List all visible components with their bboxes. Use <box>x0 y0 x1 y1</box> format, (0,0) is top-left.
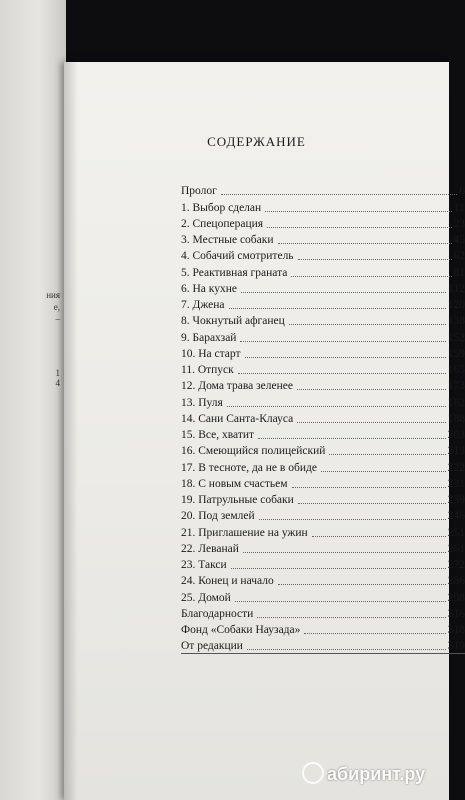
toc-entry <box>181 621 465 637</box>
toc-entry <box>181 572 465 588</box>
toc-entry <box>181 182 465 198</box>
toc-entry <box>181 442 465 458</box>
toc-entry <box>181 410 465 426</box>
toc-entry-page: 112 <box>448 282 465 295</box>
toc-entry-page: 23 <box>453 217 465 230</box>
labyrinth-logo-icon <box>302 762 324 784</box>
toc-entry-page: 62 <box>453 250 465 263</box>
toc-entry-title: 13. Пуля <box>181 396 223 409</box>
toc-entry <box>181 540 465 556</box>
toc-leader-dots <box>243 551 446 553</box>
toc-entry-page: 6 <box>459 185 465 198</box>
toc-entry-title: 16. Смеющийся полицейский <box>181 445 326 458</box>
toc-leader-dots <box>259 518 446 520</box>
toc-entry <box>181 280 465 296</box>
toc-leader-dots <box>278 242 452 244</box>
left-page-fragment: ния <box>46 290 60 300</box>
toc-entry <box>181 215 465 231</box>
toc-entry-title: 21. Приглашение на ужин <box>181 526 308 539</box>
toc-leader-dots <box>258 437 446 439</box>
page-gutter-shadow <box>64 62 78 800</box>
toc-entry-page: 188 <box>447 412 465 425</box>
left-page <box>0 0 66 800</box>
toc-entry-page: 152 <box>447 331 465 344</box>
toc-entry-title: 17. В тесноте, да не в обиде <box>181 461 317 474</box>
toc-entry-title: 18. С новым счастьем <box>181 477 288 490</box>
toc-entry-page: 298 <box>447 591 465 604</box>
toc-leader-dots <box>229 307 446 309</box>
toc-entry <box>181 345 465 361</box>
toc-entry <box>181 377 465 393</box>
toc-leader-dots <box>240 340 445 342</box>
toc-entry-title: 3. Местные собаки <box>181 234 274 246</box>
toc-entry-title: 25. Домой <box>181 591 231 604</box>
toc-entry-page: 45 <box>453 234 465 246</box>
watermark <box>302 762 425 785</box>
toc-entry-title: 23. Такси <box>181 559 227 571</box>
toc-entry <box>181 361 465 377</box>
book-page <box>64 62 465 800</box>
toc-entry-page: 319 <box>447 640 465 653</box>
toc-entry <box>181 458 465 474</box>
toc-leader-dots <box>292 486 446 488</box>
toc-entry <box>181 426 465 442</box>
toc-entry-title: 7. Джена <box>181 299 225 311</box>
toc-entry <box>181 312 465 328</box>
toc-entry-page: 222 <box>447 461 465 474</box>
toc-entry-page: 159 <box>447 347 465 360</box>
toc-entry-page: 318 <box>447 624 465 636</box>
toc-leader-dots <box>297 421 445 423</box>
toc-entry <box>181 393 465 409</box>
toc-entry-page: 11 <box>453 201 465 214</box>
left-page-fragment: 4 <box>55 378 60 388</box>
toc-leader-dots <box>291 275 451 277</box>
toc-entry-page: 251 <box>447 526 465 539</box>
toc-entry <box>181 231 465 247</box>
toc-entry-page: 272 <box>447 559 465 571</box>
toc-entry-title: Пролог <box>181 185 217 198</box>
toc-leader-dots <box>312 535 446 537</box>
toc-list <box>181 182 465 654</box>
toc-leader-dots <box>267 226 451 228</box>
toc-entry-title: 12. Дома трава зеленее <box>181 380 293 393</box>
toc-entry-title: 11. Отпуск <box>181 364 234 376</box>
toc-leader-dots <box>329 453 445 455</box>
left-page-fragment: е, <box>53 302 60 312</box>
toc-entry-page: 165 <box>447 364 465 376</box>
watermark-text: абиринт.ру <box>327 764 426 784</box>
toc-entry-page: 239 <box>447 494 465 506</box>
toc-entry <box>181 328 465 344</box>
toc-leader-dots <box>298 258 452 260</box>
toc-entry-page: 81 <box>453 266 465 279</box>
toc-entry-page: 261 <box>447 542 465 555</box>
toc-entry <box>181 491 465 507</box>
toc-entry-page: 316 <box>447 607 465 620</box>
toc-entry-title: От редакции <box>181 640 243 653</box>
toc-entry <box>181 475 465 491</box>
toc-entry-page: 286 <box>447 575 465 588</box>
toc-leader-dots <box>265 210 452 212</box>
toc-entry-title: 24. Конец и начало <box>181 575 274 588</box>
toc-leader-dots <box>227 405 446 407</box>
toc-entry-title: Благодарности <box>181 607 254 620</box>
toc-entry-title: 8. Чокнутый афганец <box>181 315 285 328</box>
toc-entry-title: 5. Реактивная граната <box>181 266 288 279</box>
toc-entry-title: 14. Сани Санта-Клауса <box>181 412 294 425</box>
toc-leader-dots <box>298 502 446 504</box>
toc-entry-title: 19. Патрульные собаки <box>181 494 294 506</box>
toc-entry <box>181 523 465 539</box>
toc-entry-title: 4. Собачий смотритель <box>181 250 294 263</box>
toc-leader-dots <box>241 291 446 293</box>
toc-leader-dots <box>278 583 446 585</box>
left-page-fragment: – <box>55 314 60 324</box>
toc-leader-dots <box>289 323 446 325</box>
toc-entry-page: 120 <box>447 299 465 311</box>
toc-leader-dots <box>221 193 457 195</box>
toc-entry <box>181 198 465 214</box>
toc-leader-dots <box>247 648 446 650</box>
toc-entry <box>181 637 465 654</box>
toc-entry-title: Фонд «Собаки Наузада» <box>181 624 301 636</box>
toc-entry-title: 9. Барахзай <box>181 331 237 344</box>
toc-leader-dots <box>257 616 445 618</box>
toc-entry-title: 6. На кухне <box>181 282 237 295</box>
toc-leader-dots <box>235 600 446 602</box>
toc-title: СОДЕРЖАНИЕ <box>207 134 306 149</box>
toc-entry-page: 213 <box>447 445 465 458</box>
toc-entry-page: 203 <box>447 429 465 441</box>
toc-entry <box>181 247 465 263</box>
toc-leader-dots <box>297 388 446 390</box>
toc-entry-title: 22. Леванай <box>181 542 239 555</box>
toc-entry-page: 173 <box>447 380 465 393</box>
toc-entry-title: 10. На старт <box>181 347 241 360</box>
toc-entry-title: 15. Все, хватит <box>181 429 255 441</box>
toc-leader-dots <box>321 470 446 472</box>
toc-entry <box>181 605 465 621</box>
left-page-fragment: 1 <box>55 368 60 378</box>
toc-entry <box>181 556 465 572</box>
toc-leader-dots <box>238 372 446 374</box>
toc-entry-title: 1. Выбор сделан <box>181 201 262 214</box>
toc-leader-dots <box>245 356 446 358</box>
toc-entry <box>181 263 465 279</box>
toc-entry <box>181 296 465 312</box>
toc-entry-page: 182 <box>447 396 465 409</box>
toc-entry-page: 231 <box>447 477 465 490</box>
toc-entry <box>181 588 465 604</box>
toc-leader-dots <box>231 567 446 569</box>
toc-entry-title: 20. Под землей <box>181 510 255 523</box>
toc-leader-dots <box>304 632 445 634</box>
toc-entry-title: 2. Спецоперация <box>181 217 264 230</box>
toc-entry <box>181 507 465 523</box>
toc-entry-page: 138 <box>447 315 465 328</box>
toc-entry-page: 246 <box>447 510 465 523</box>
